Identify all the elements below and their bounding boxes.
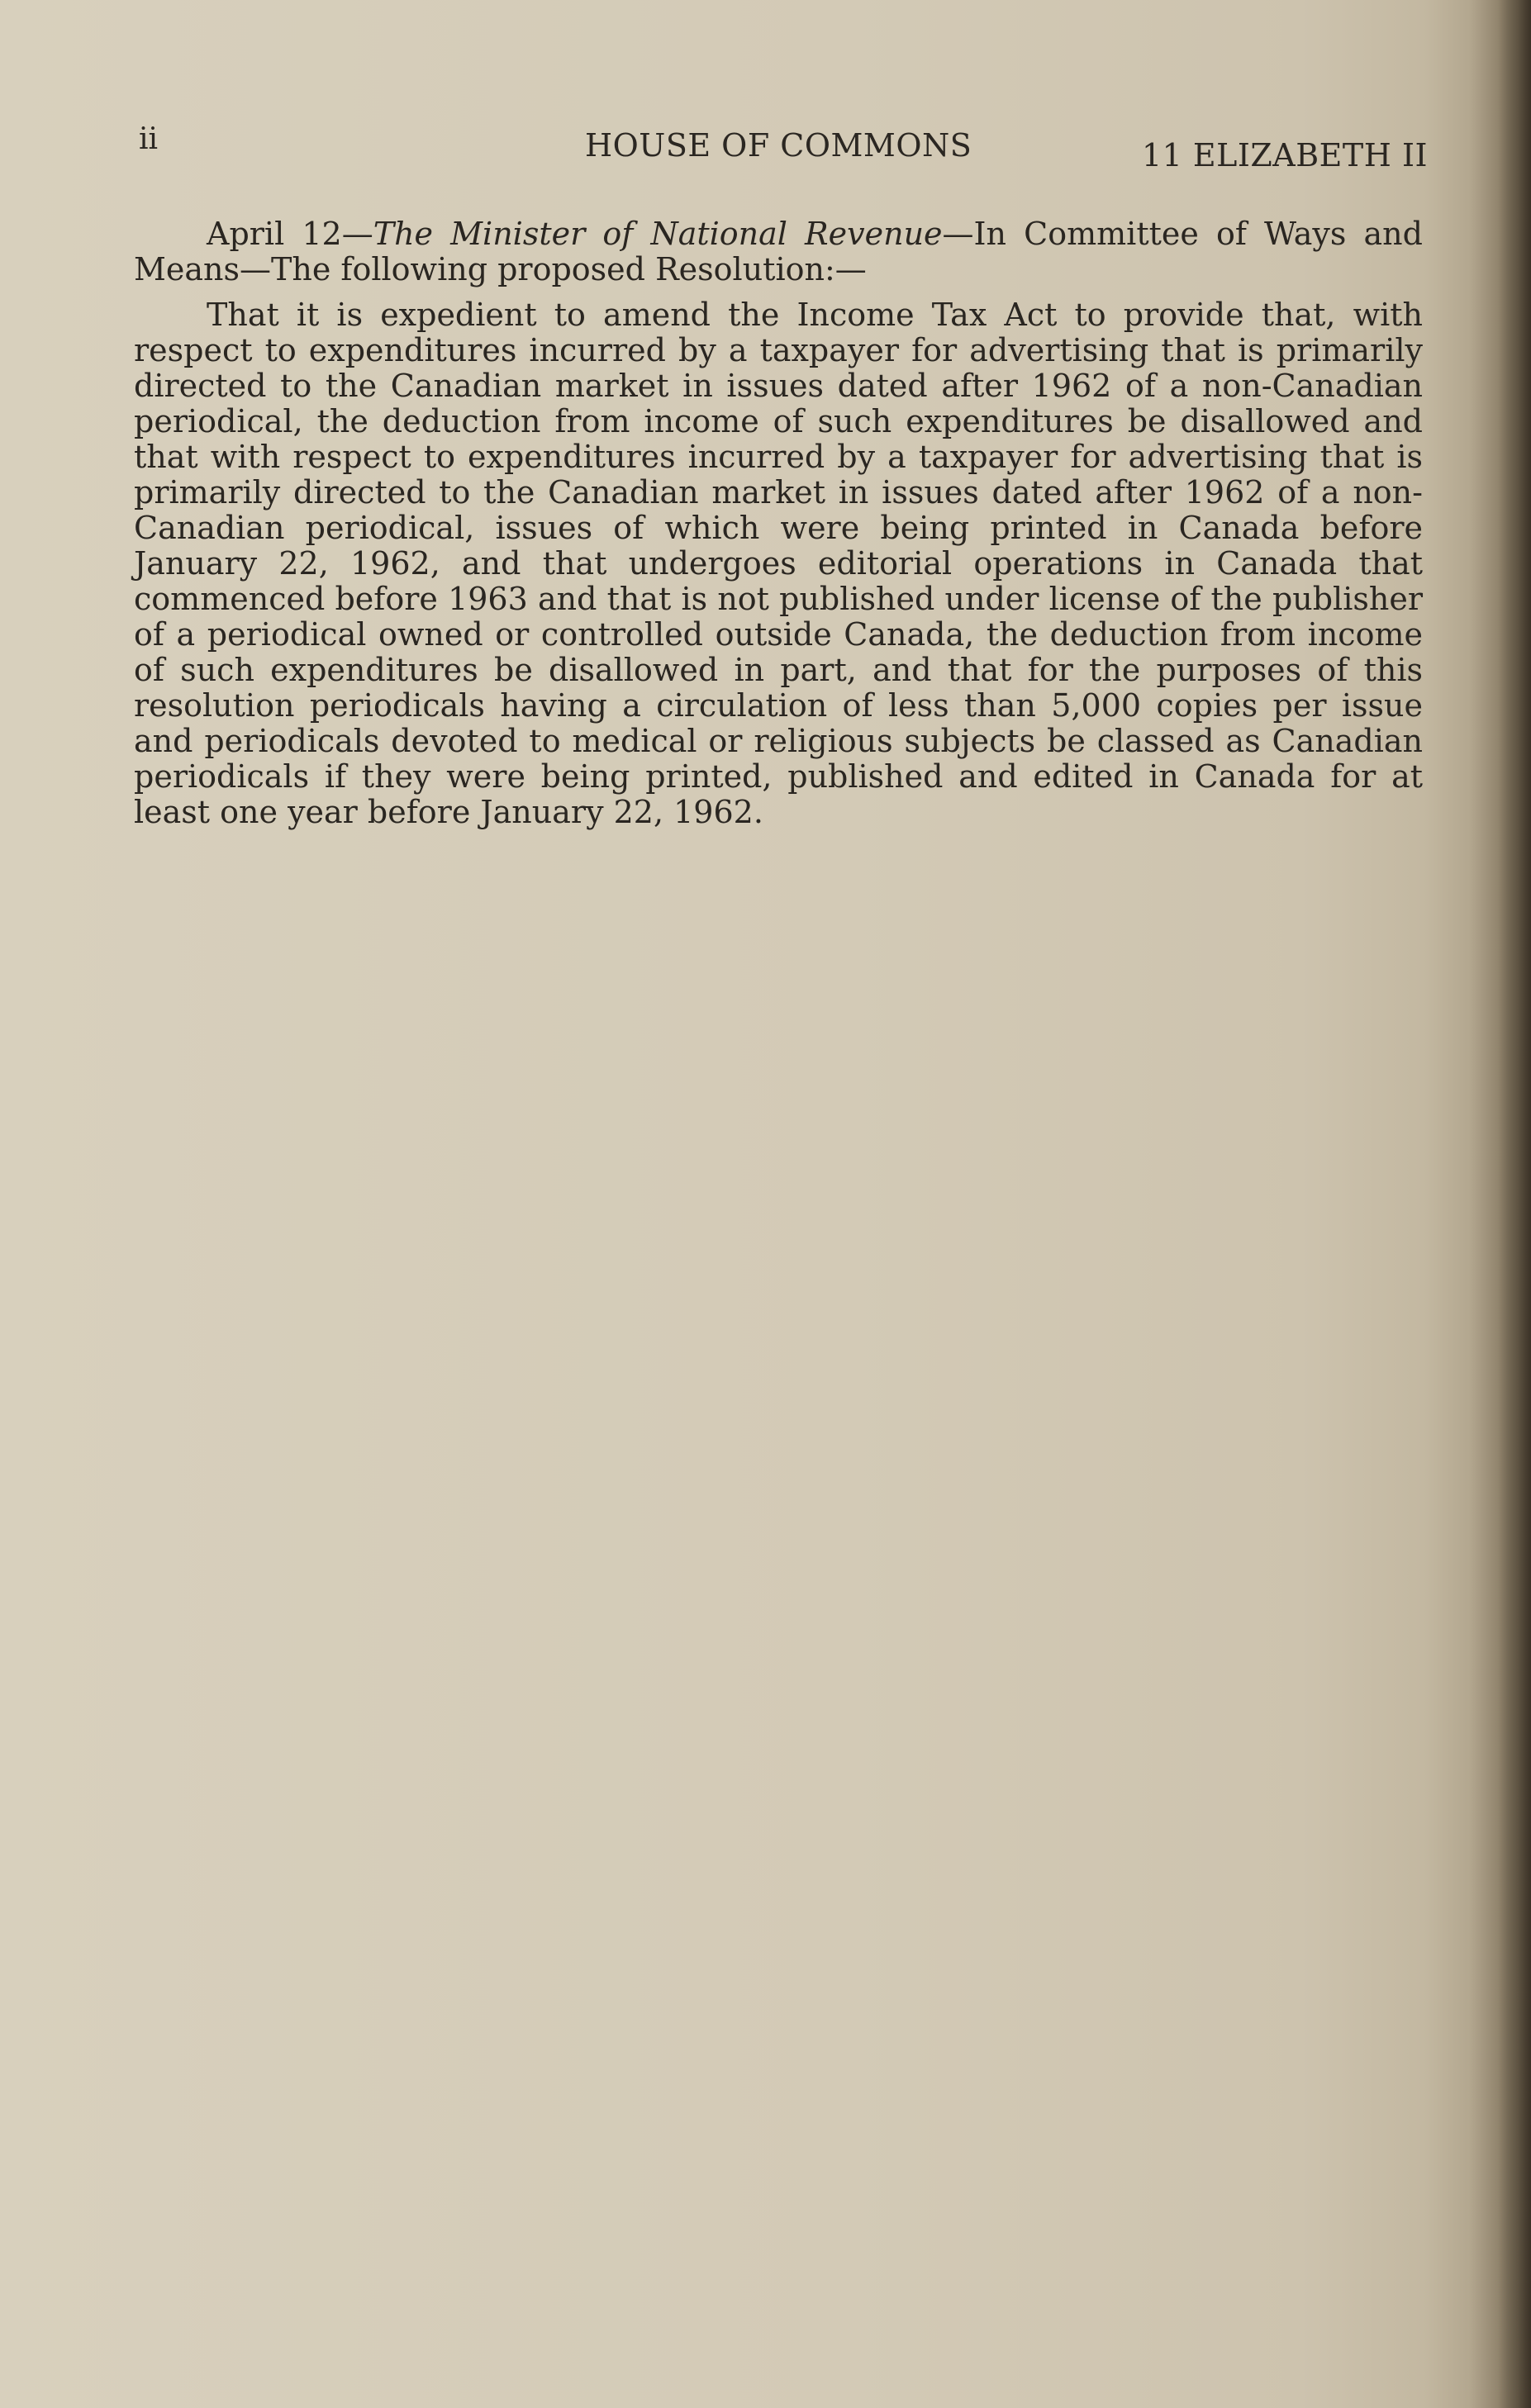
minister-name: The Minister of National Revenue <box>373 216 943 252</box>
resolution-paragraph: That it is expedient to amend the Income Tax Act to provide that, with respect to expenditures incurred by a taxpayer for advertising that is primarily directed to the Canadian market in issues dated after 1962 of a non-Canadian periodical, the deduction from income of such expenditures be disallowed and that with respect to expenditures incurred by a taxpayer for advertising that is primarily directed to the Canadian market in issues dated after 1962 of a non-Canadian periodical, issues of which were being printed in Canada before January 22, 1962, and that undergoes editorial operations in Canada that commenced before 1963 and that is not published under license of the publisher of a periodical owned or controlled outside Canada, the deduction from income of such expenditures be disallowed in part, and that for the purposes of this resolution periodicals having a circulation of less than 5,000 copies per issue and periodicals devoted to medical or religious subjects be classed as Canadian periodicals if they were being printed, published and edited in Canada for at least one year before January 22, 1962. <box>134 297 1423 830</box>
entry-intro: —In Committee of Ways and Means—The following proposed Resolution:— <box>134 216 1423 287</box>
regnal-year: 11 ELIZABETH II <box>1141 137 1428 173</box>
page-number: ii <box>139 122 159 156</box>
entry-intro-paragraph <box>134 216 1423 287</box>
running-head: HOUSE OF COMMONS <box>585 127 972 164</box>
entry-date: April 12— <box>207 216 373 252</box>
page-body <box>134 216 1423 830</box>
page-header <box>139 122 1428 172</box>
